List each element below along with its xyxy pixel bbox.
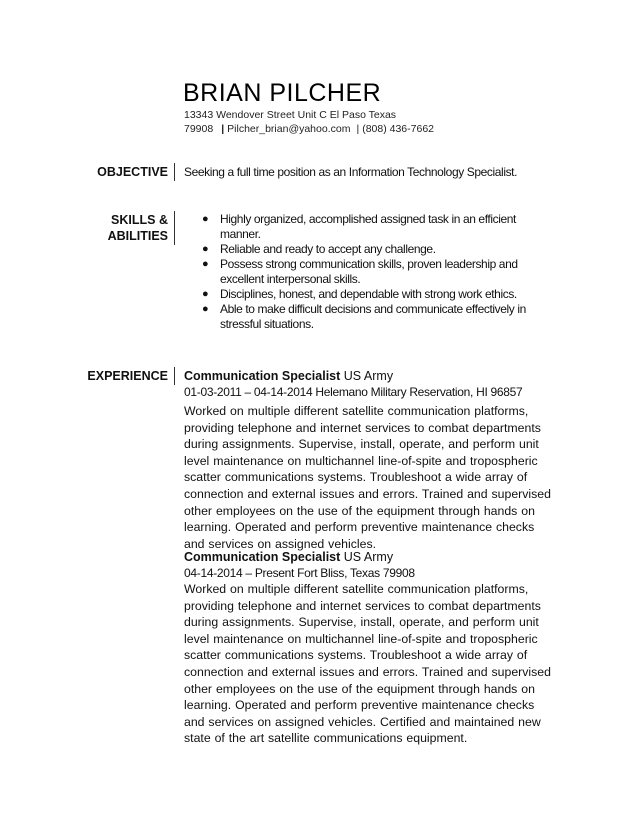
skill-item (184, 287, 544, 302)
skills-list (184, 212, 544, 332)
skill-item (184, 242, 544, 257)
bullet-icon: ● (202, 288, 209, 300)
job-entry (184, 549, 554, 747)
job-entry (184, 368, 554, 552)
candidate-name: BRIAN PILCHER (183, 79, 382, 107)
contact-separator: | (356, 123, 360, 135)
job-heading (184, 549, 554, 565)
section-divider (174, 163, 175, 181)
skill-item (184, 302, 544, 332)
job-heading (184, 368, 554, 384)
contact-zip: 79908 (184, 123, 214, 135)
job-dates: 04-14-2014 – Present Fort Bliss, Texas 79908 (184, 566, 415, 580)
objective-heading: OBJECTIVE (97, 165, 168, 179)
bullet-icon: ● (202, 258, 209, 270)
skills-heading (108, 212, 168, 244)
skill-text: Possess strong communication skills, proven leadership and excellent interpersonal skills. (220, 257, 518, 286)
skill-text: Reliable and ready to accept any challenge. (220, 242, 436, 256)
job-dates: 01-03-2011 – 04-14-2014 Helemano Military Reservation, HI 96857 (184, 385, 523, 399)
contact-email: Pilcher_brian@yahoo.com (227, 123, 351, 135)
contact-separator: | (221, 123, 225, 135)
skills-heading-line1: SKILLS & (111, 213, 168, 227)
objective-text: Seeking a full time position as an Information Technology Specialist. (184, 165, 518, 179)
contact-details (184, 122, 434, 136)
section-divider (174, 367, 175, 385)
bullet-icon: ● (202, 243, 209, 255)
skill-item (184, 257, 544, 287)
contact-phone: (808) 436-7662 (362, 123, 435, 135)
skill-text: Highly organized, accomplished assigned task in an efficient manner. (220, 212, 516, 241)
job-description: Worked on multiple different satellite communication platforms, providing telephone and internet services to combat departments during assignments. Supervise, install, operate, and perform unit level maintenance on multichannel line-of-spite and tropospheric scatter communications systems. Troubleshoot a wide array of connection and external issues and errors. Trained and supervised other employees on the use of the equipment through hands on learning. Operated and perform preventive maintenance checks and services on assigned vehicles. (184, 404, 551, 551)
skill-text: Disciplines, honest, and dependable with strong work ethics. (220, 287, 517, 301)
job-employer: US Army (340, 369, 394, 383)
job-employer: US Army (340, 550, 394, 564)
experience-heading: EXPERIENCE (87, 369, 168, 383)
job-title: Communication Specialist (184, 369, 341, 383)
section-divider (174, 211, 175, 245)
contact-address: 13343 Wendover Street Unit C El Paso Texas (184, 109, 397, 121)
job-description: Worked on multiple different satellite communication platforms, providing telephone and internet services to combat departments during assignments. Supervise, install, operate, and perform unit level maintenance on multichannel line-of-spite and tropospheric scatter communications systems. Troubleshoot a wide array of connection and external issues and errors. Trained and supervised other employees on the use of the equipment through hands on learning. Operated and perform preventive maintenance checks and services on assigned vehicles. Certified and maintained new state of the art satellite communications equipment. (184, 582, 551, 746)
bullet-icon: ● (202, 303, 209, 315)
bullet-icon: ● (202, 213, 209, 225)
skills-heading-line2: ABILITIES (107, 229, 168, 243)
skill-item (184, 212, 544, 242)
skill-text: Able to make difficult decisions and communicate effectively in stressful situations. (220, 302, 526, 331)
job-title: Communication Specialist (184, 550, 341, 564)
